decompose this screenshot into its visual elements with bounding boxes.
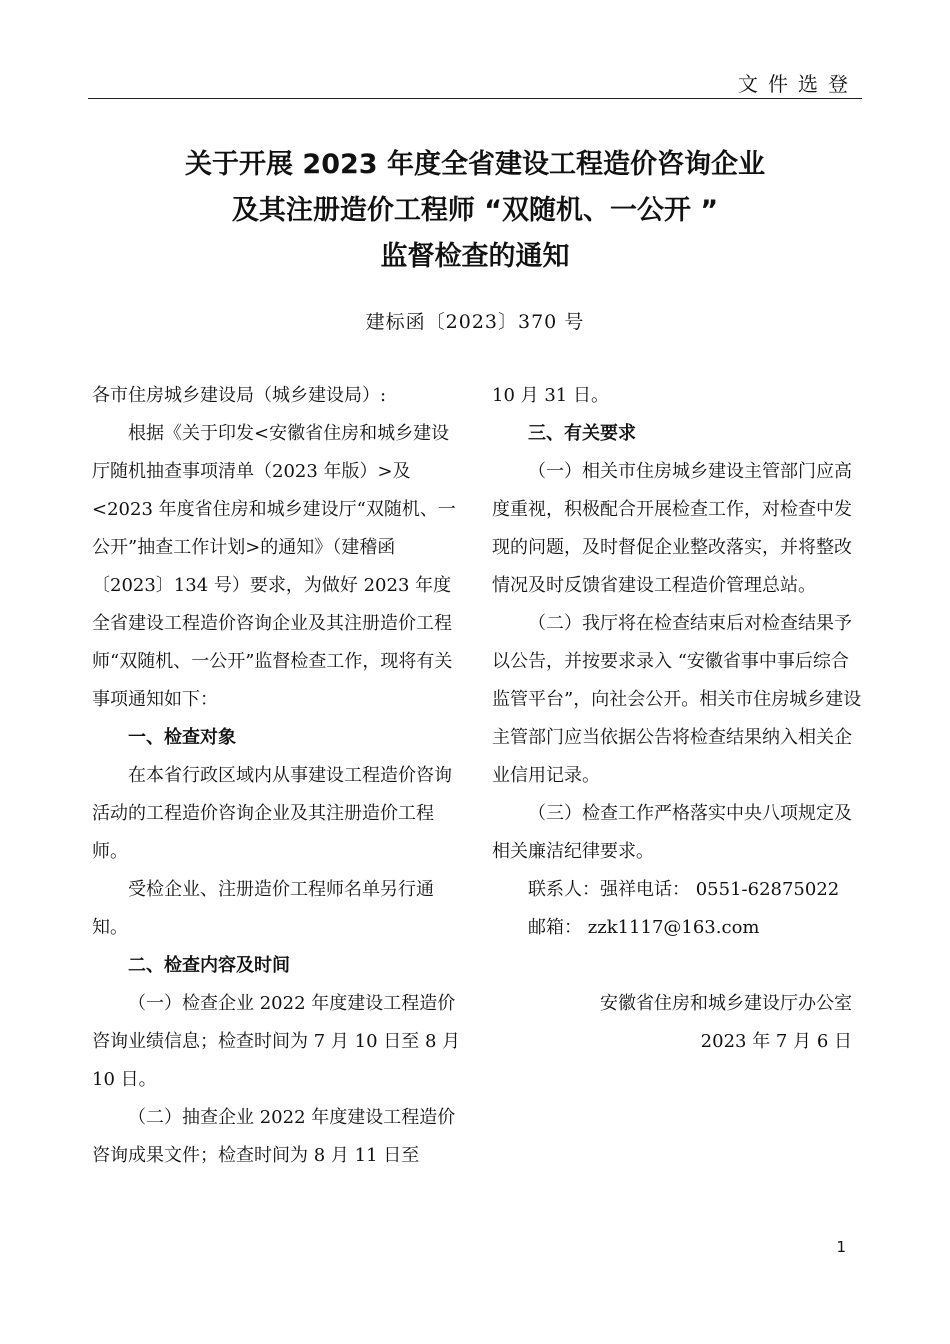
section-1-paragraph-1: 在本省行政区域内从事建设工程造价咨询活动的工程造价咨询企业及其注册造价工程师。 [92,765,452,862]
title-line-2: 及其注册造价工程师 “双随机、一公开 ” [231,195,719,226]
section-2-item-1: （一）检查企业 2022 年度建设工程造价咨询业绩信息；检查时间为 7 月 10 日至 8 月 10 日。 [92,993,461,1090]
document-title [0,142,950,280]
section-3-item-3: （三）检查工作严格落实中央八项规定及相关廉洁纪律要求。 [492,803,852,862]
section-2-item-2: （二）抽查企业 2022 年度建设工程造价咨询成果文件；检查时间为 8 月 11 日至 [92,1107,456,1166]
section-3-item-1: （一）相关市住房城乡建设主管部门应高度重视，积极配合开展检查工作，对检查中发现的问题，及时督促企业整改落实，并将整改情况及时反馈省建设工程造价管理总站。 [492,461,852,596]
title-line-1: 关于开展 2023 年度全省建设工程造价咨询企业 [185,149,765,180]
email-line: 邮箱： zzk1117@163.com [528,917,760,938]
left-column [92,377,462,1175]
intro-paragraph: 根据《关于印发<安徽省住房和城乡建设厅随机抽查事项清单（2023 年版）>及<2023 年度省住房和城乡建设厅“双随机、一公开”抽查工作计划>的通知》（建稽函〔2023〕134 号）要求，为做好 2023 年度全省建设工程造价咨询企业及其注册造价工程师“双随机、一公开”监督检查工作，现将有关事项通知如下： [92,423,456,710]
section-3-item-2: （二）我厅将在检查结束后对检查结果予以公告，并按要求录入 “安徽省事中事后综合监管平台”，向社会公开。相关市住房城乡建设主管部门应当依据公告将检查结果纳入相关企业信用记录。 [492,613,862,786]
contact-line: 联系人：强祥电话： 0551-62875022 [528,879,840,900]
salutation: 各市住房城乡建设局（城乡建设局）: [92,385,387,406]
section-1-paragraph-2: 受检企业、注册造价工程师名单另行通知。 [92,879,434,938]
title-line-3: 监督检查的通知 [380,241,570,272]
section-2-heading: 二、检查内容及时间 [128,955,290,976]
issuer-signature: 安徽省住房和城乡建设厅办公室 [600,993,852,1014]
section-3-heading: 三、有关要求 [528,423,636,444]
issue-date: 2023 年 7 月 6 日 [700,1031,852,1052]
page-number: 1 [836,1238,846,1256]
section-label: 文件选登 [738,72,858,96]
document-number: 建标函〔2023〕370 号 [365,311,585,333]
continuation-text: 10 月 31 日。 [492,385,609,406]
section-1-heading: 一、检查对象 [128,727,236,748]
right-column [492,377,862,1061]
header-divider [88,98,862,99]
signature-gap [492,947,862,985]
